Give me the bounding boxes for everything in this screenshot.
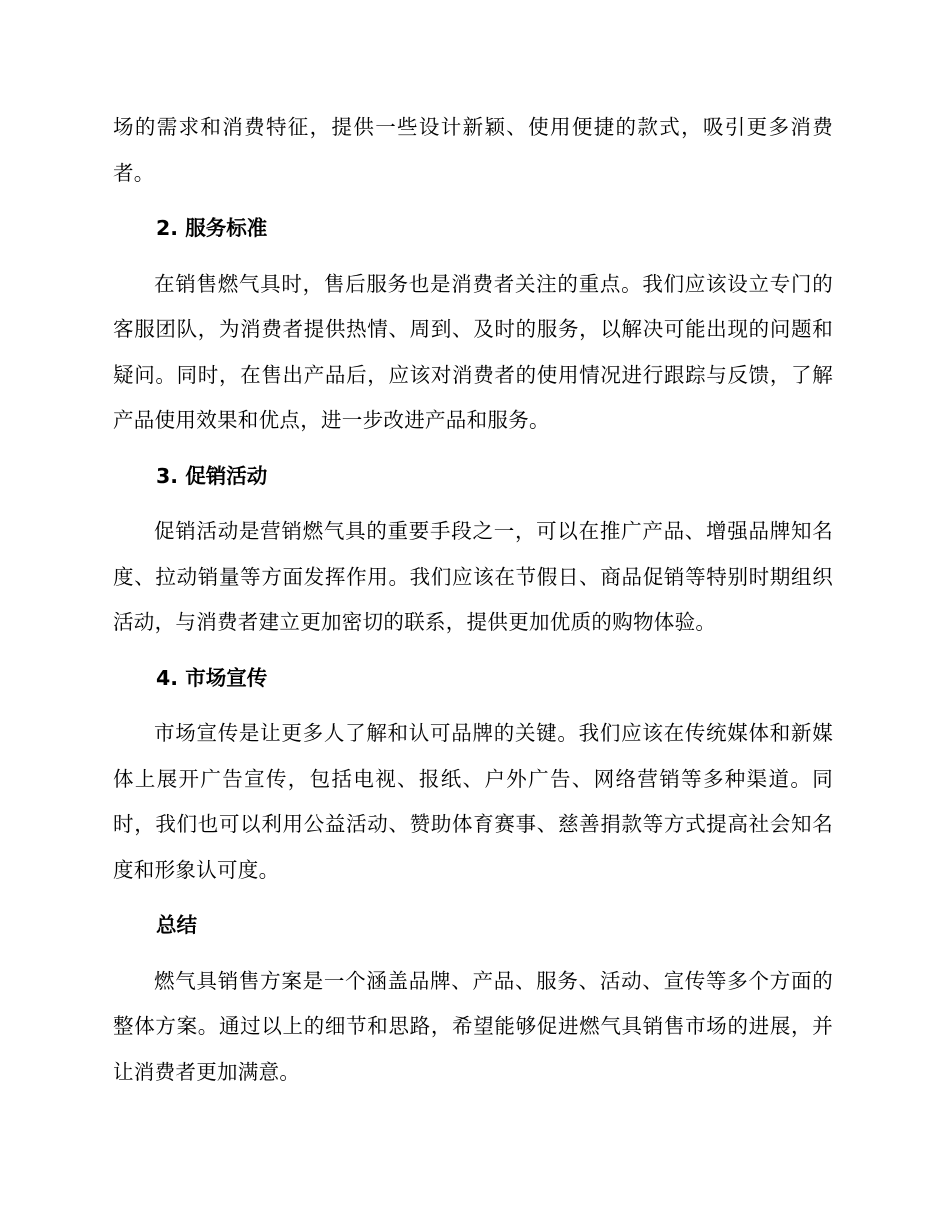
section-body-summary: 燃气具销售方案是一个涵盖品牌、产品、服务、活动、宣传等多个方面的整体方案。通过以上的细节和思路，希望能够促进燃气具销售市场的进展，并让消费者更加满意。 bbox=[113, 968, 833, 1084]
document-content bbox=[113, 105, 833, 1095]
section-heading-marketing: 4. 市场宣传 bbox=[156, 665, 268, 690]
section-body-promotion: 促销活动是营销燃气具的重要手段之一，可以在推广产品、增强品牌知名度、拉动销量等方面发挥作用。我们应该在节假日、商品促销等特别时期组织活动，与消费者建立更加密切的联系，提供更加优质的购物体验。 bbox=[113, 519, 833, 634]
section-heading-summary: 总结 bbox=[156, 913, 197, 937]
section-heading-promotion: 3. 促销活动 bbox=[156, 463, 268, 488]
section-body-marketing: 市场宣传是让更多人了解和认可品牌的关键。我们应该在传统媒体和新媒体上展开广告宣传，包括电视、报纸、户外广告、网络营销等多种渠道。同时，我们也可以利用公益活动、赞助体育赛事、慈善捐款等方式提高社会知名度和形象认可度。 bbox=[113, 721, 833, 882]
section-body-service-standard: 在销售燃气具时，售后服务也是消费者关注的重点。我们应该设立专门的客服团队，为消费者提供热情、周到、及时的服务，以解决可能出现的问题和疑问。同时，在售出产品后，应该对消费者的使用情况进行跟踪与反馈，了解产品使用效果和优点，进一步改进产品和服务。 bbox=[113, 271, 833, 432]
section-heading-service-standard: 2. 服务标准 bbox=[156, 216, 268, 240]
intro-continuation-paragraph: 场的需求和消费特征，提供一些设计新颖、使用便捷的款式，吸引更多消费者。 bbox=[113, 115, 833, 185]
